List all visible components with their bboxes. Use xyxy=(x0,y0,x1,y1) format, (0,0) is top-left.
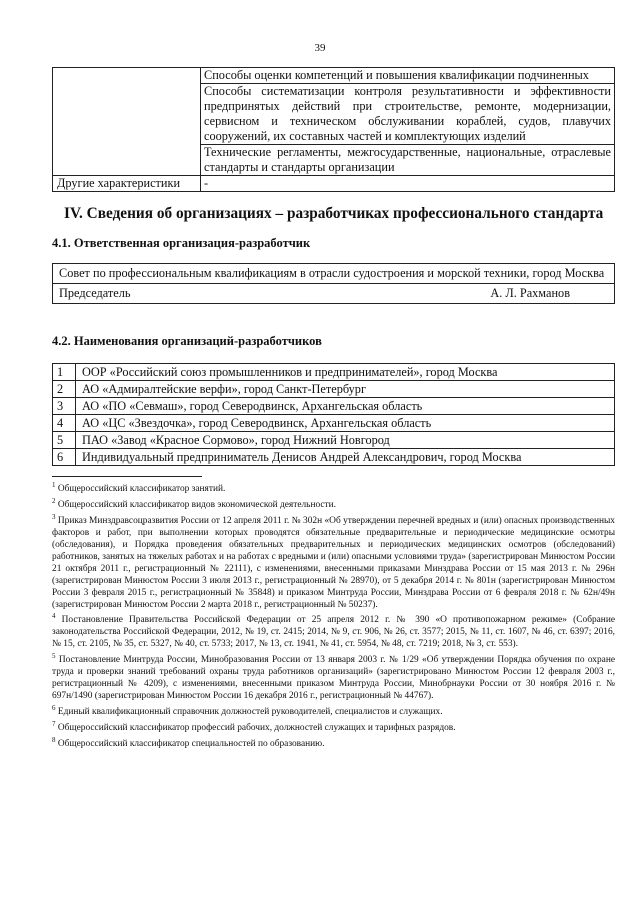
footnote xyxy=(52,611,615,651)
footnote-mark: 6 xyxy=(52,704,56,713)
row-number: 3 xyxy=(53,398,76,415)
footnote xyxy=(52,719,615,735)
developer-name: Индивидуальный предприниматель Денисов Андрей Александрович, город Москва xyxy=(76,449,615,466)
table-cell-text: Способы систематизации контроля результативности и эффективности предпринятых действий при строительстве, ремонте, модернизации, сервисном и техническом обслуживании кораблей, судов, плавучих сооружений, их составных частей и комплектующих изделий xyxy=(201,84,615,145)
table-row xyxy=(53,176,615,192)
row-number: 2 xyxy=(53,381,76,398)
developer-name: АО «Адмиралтейские верфи», город Санкт-Петербург xyxy=(76,381,615,398)
footnote-text: Постановление Минтруда России, Минобразования России от 13 января 2003 г. № 1/29 «Об утверждении Порядка обучения по охране труда и проверки знаний требований охраны труда работников организаций» (зарегистрировано Минюстом России 12 февраля 2003 г., регистрационный № 4209), с изменениями, внесенными приказом Минтруда России, Минобрнауки России от 30 ноября 2016 г. № 697н/1490 (зарегистрирован Минюстом России 16 декабря 2016 г., регистрационный № 44767). xyxy=(52,655,615,702)
developer-name: ООР «Российский союз промышленников и предпринимателей», город Москва xyxy=(76,364,615,381)
footnote-text: Общероссийский классификатор занятий. xyxy=(57,484,226,495)
developer-name: АО «ЦС «Звездочка», город Северодвинск, Архангельская область xyxy=(76,415,615,432)
developer-name: АО «ПО «Севмаш», город Северодвинск, Архангельская область xyxy=(76,398,615,415)
developer-name: ПАО «Завод «Красное Сормово», город Нижний Новгород xyxy=(76,432,615,449)
developers-table xyxy=(52,363,615,466)
table-row xyxy=(53,449,615,466)
footnote-mark: 8 xyxy=(52,736,56,745)
table-cell-text: - xyxy=(201,176,615,192)
page-number: 39 xyxy=(314,42,326,54)
row-number: 4 xyxy=(53,415,76,432)
table-row xyxy=(53,364,615,381)
characteristics-table xyxy=(52,67,615,192)
footnote-text: Общероссийский классификатор видов экономической деятельности. xyxy=(57,500,337,511)
footnote xyxy=(52,512,615,611)
footnote-text: Единый квалификационный справочник должностей руководителей, специалистов и служащих. xyxy=(57,707,443,718)
footnote xyxy=(52,651,615,703)
subsection-title-4-1: 4.1. Ответственная организация-разработчик xyxy=(52,236,311,250)
person-name: А. Л. Рахманов xyxy=(490,286,570,300)
footnote-text: Постановление Правительства Российской Федерации от 25 апреля 2012 г. № 390 «О противопожарном режиме» (Собрание законодательства Российской Федерации, 2012, № 19, ст. 2415; 2014, № 9, ст. 906, № 26, ст. 3577; 2015, № 11, ст. 1607, № 46, ст. 6397; 2016, № 15, ст. 2105, № 35, ст. 5327, № 40, ст. 5733; 2017, № 13, ст. 1941, № 41, ст. 5954, № 48, ст. 7219; 2018, № 3, ст. 553). xyxy=(52,615,616,650)
section-title: IV. Сведения об организациях – разработчиках профессионального стандарта xyxy=(64,205,604,222)
footnote xyxy=(52,735,615,751)
table-row xyxy=(53,68,615,84)
row-number: 6 xyxy=(53,449,76,466)
row-number: 1 xyxy=(53,364,76,381)
signature-row xyxy=(59,286,608,301)
table-cell-text: Способы оценки компетенций и повышения квалификации подчиненных xyxy=(201,68,615,84)
table-cell-label xyxy=(53,68,201,176)
table-row xyxy=(53,381,615,398)
row-number: 5 xyxy=(53,432,76,449)
table-row xyxy=(53,264,615,284)
footnote xyxy=(52,496,615,512)
table-row xyxy=(53,415,615,432)
footnote-mark: 1 xyxy=(52,481,56,489)
table-row xyxy=(53,284,615,304)
table-cell-label: Другие характеристики xyxy=(53,176,201,192)
position-label: Председатель xyxy=(59,286,131,300)
subsection-title-4-2: 4.2. Наименования организаций-разработчиков xyxy=(52,334,322,348)
footnote-mark: 4 xyxy=(52,612,56,621)
table-row xyxy=(53,432,615,449)
responsible-org-name: Совет по профессиональным квалификациям в отрасли судостроения и морской техники, город Москва xyxy=(53,264,615,284)
footnote xyxy=(52,480,615,496)
footnote-text: Приказ Минздравсоцразвития России от 12 апреля 2011 г. № 302н «Об утверждении перечней вредных и (или) опасных производственных факторов и работ, при выполнении которых проводятся обязательные предварительные и периодические медицинские осмотры (обследования), и Порядка проведения обязательных предварительных и периодических медицинских осмотров (обследований) работников, занятых на тяжелых работах и на работах с вредными и (или) опасными условиями труда» (зарегистрирован Минюстом России 21 октября 2011 г., регистрационный № 22111), с изменениями, внесенными приказами Минздрава России от 15 мая 2013 г. № 296н (зарегистрирован Минюстом России 3 июля 2013 г., регистрационный № 28970), от 5 декабря 2014 г. № 801н (зарегистрирован Минюстом России 3 февраля 2015 г., регистрационный № 35848) и приказом Минтруда России, Минздрава России от 6 февраля 2018 г. № 62н/49н (зарегистрирован Минюстом России 2 марта 2018 г., регистрационный № 50237). xyxy=(52,516,615,610)
footnotes xyxy=(52,480,615,751)
responsible-org-table xyxy=(52,263,615,304)
footnote-mark: 2 xyxy=(52,497,56,506)
footnote xyxy=(52,703,615,719)
footnote-text: Общероссийский классификатор специальностей по образованию. xyxy=(57,739,325,750)
table-cell-text: Технические регламенты, межгосударственные, национальные, отраслевые стандарты и стандарты организации xyxy=(201,145,615,176)
footnote-mark: 5 xyxy=(52,652,56,661)
footnote-mark: 3 xyxy=(52,513,56,522)
footnote-text: Общероссийский классификатор профессий рабочих, должностей служащих и тарифных разрядов. xyxy=(57,723,456,734)
footnote-mark: 7 xyxy=(52,720,56,729)
footnote-divider xyxy=(52,476,202,477)
table-row xyxy=(53,398,615,415)
